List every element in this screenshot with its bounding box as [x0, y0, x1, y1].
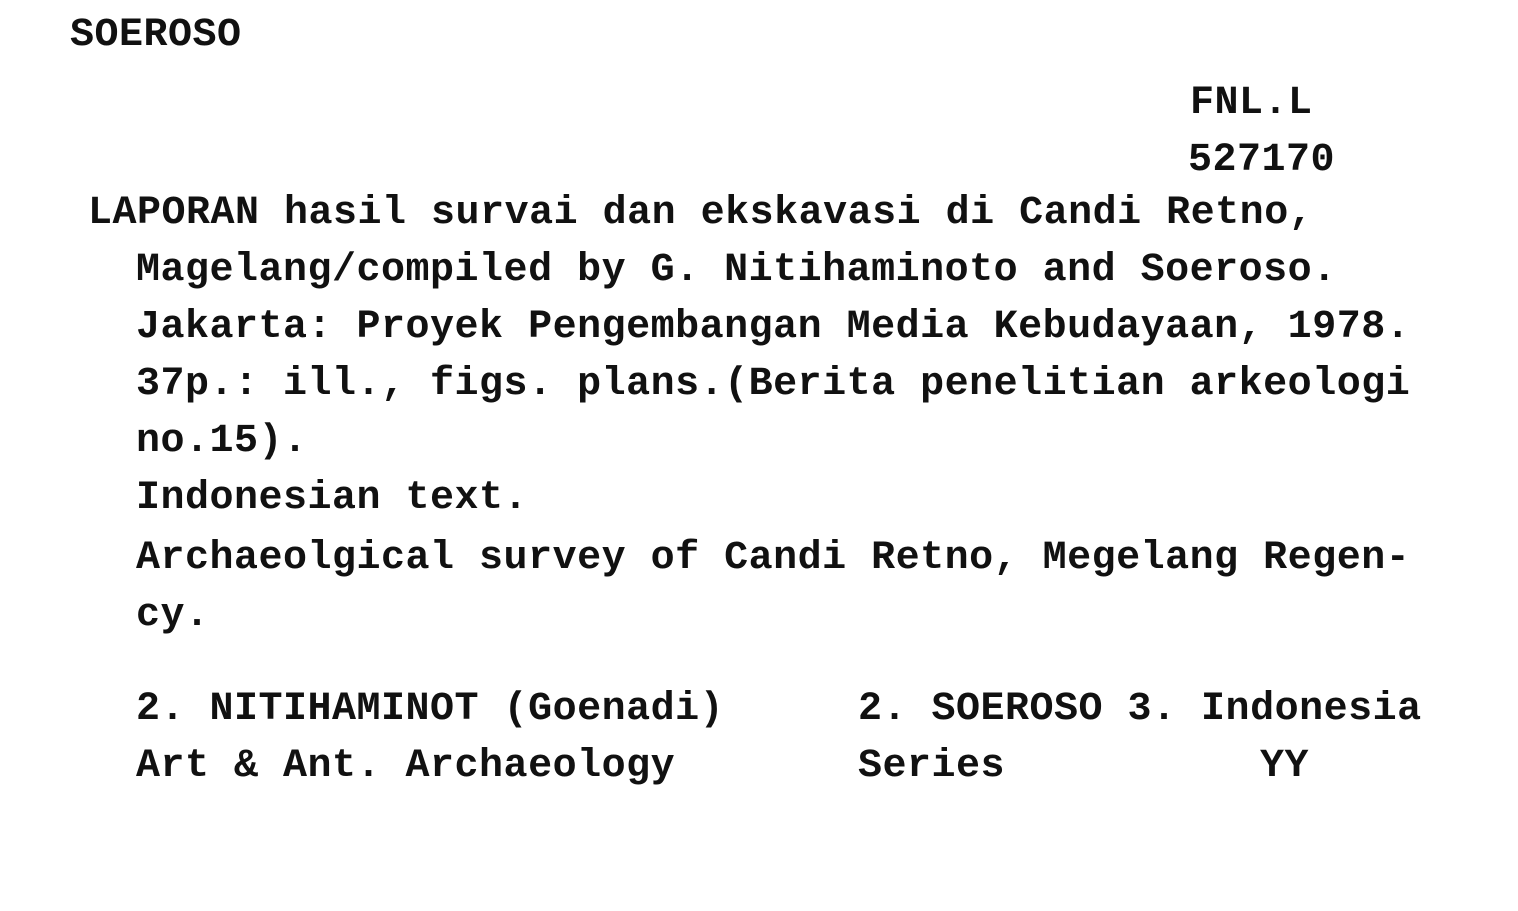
tracing-author-subject: 2. SOEROSO 3. Indonesia	[858, 687, 1422, 732]
summary-line-1: Archaeolgical survey of Candi Retno, Megelang Regen-	[136, 536, 1411, 581]
tracing-code: YY	[1260, 744, 1310, 789]
entry-line-3: Jakarta: Proyek Pengembangan Media Kebudayaan, 1978.	[136, 305, 1411, 350]
card-heading-author: SOEROSO	[70, 13, 242, 58]
entry-line-2: Magelang/compiled by G. Nitihaminoto and Soeroso.	[136, 248, 1337, 293]
tracing-series: Series	[858, 744, 1006, 789]
summary-line-2: cy.	[136, 593, 210, 638]
entry-title-line: LAPORAN hasil survai dan ekskavasi di Candi Retno,	[88, 191, 1314, 236]
call-number-line2: 527170	[1188, 138, 1336, 183]
language-note: Indonesian text.	[136, 476, 529, 521]
entry-line-4: 37p.: ill., figs. plans.(Berita penelitian arkeologi	[136, 362, 1411, 407]
tracing-subject: Art & Ant. Archaeology	[136, 744, 676, 789]
entry-line-5: no.15).	[136, 419, 308, 464]
call-number-line1: FNL.L	[1190, 81, 1313, 126]
tracing-added-author: 2. NITIHAMINOT (Goenadi)	[136, 687, 725, 732]
